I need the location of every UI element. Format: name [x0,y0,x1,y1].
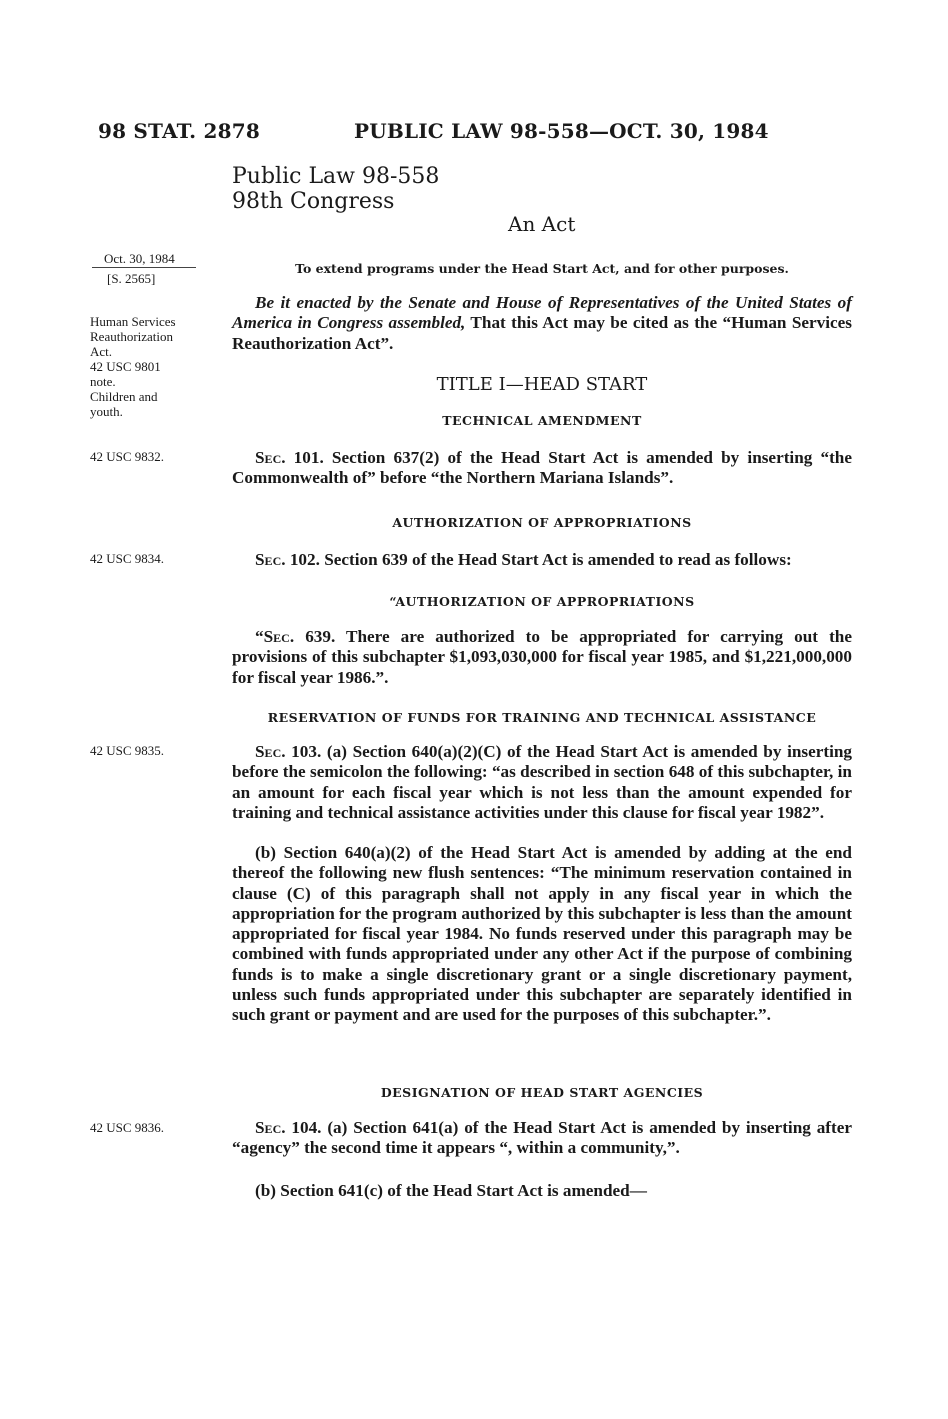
section-label: Sec. [255,742,286,761]
act-purpose: To extend programs under the Head Start Act, and for other purposes. [295,261,789,276]
section-104b: (b) Section 641(c) of the Head Start Act is amended— [255,1181,647,1200]
sidenote-line: note. [90,374,116,389]
section-label: Sec. [255,448,286,467]
running-title: PUBLIC LAW 98-558—OCT. 30, 1984 [354,119,769,143]
sidenote-line: Children and [90,389,158,404]
section-text: 104. (a) Section 641(a) of the Head Start Act is amended by inserting after “agency” the second time it appears “, within a community,”. [232,1118,852,1158]
sidenote-usc-9834: 42 USC 9834. [90,551,165,566]
sidenote-bill: [S. 2565] [107,271,156,286]
sidenote-line: youth. [90,404,123,419]
sidenote-usc-9835: 42 USC 9835. [90,743,165,758]
section-639 [232,627,852,688]
sidenote-date: Oct. 30, 1984 [104,251,175,266]
title-heading: TITLE I—HEAD START [436,374,648,395]
section-label: “Sec. [255,627,295,646]
section-text: 101. Section 637(2) of the Head Start Act is amended by inserting “the Commonwealth of” before “the Northern Mariana Islands”. [232,448,852,488]
section-heading-technical: TECHNICAL AMENDMENT [442,413,642,428]
enacting-clause-italic: Be it enacted by the Senate and House of Representatives of the United States of America in Congress assembled, [232,293,852,333]
enacting-clause-rest: That this Act may be cited as the “Human Services Reauthorization Act”. [232,313,852,353]
section-heading-authorization: AUTHORIZATION OF APPROPRIATIONS [392,515,692,530]
section-104a [232,1118,852,1159]
sidenote-usc-9832: 42 USC 9832. [90,449,165,464]
sidenote-usc-9836: 42 USC 9836. [90,1120,165,1135]
enacting-clause [232,293,852,354]
sidenote-short-title [90,314,176,419]
section-101 [232,448,852,489]
section-label: Sec. [255,1118,286,1137]
section-103b: (b) Section 640(a)(2) of the Head Start Act is amended by adding at the end thereof the following new flush sentences: “The minimum reservation contained in clause (C) of this paragraph shall not apply in any fiscal year in which the appropriation for the program authorized by this subchapter is less than the amount appropriated for fiscal year 1984. No funds reserved under this paragraph may be combined with funds appropriated under any other Act if the purpose of combining funds is to make a single discretionary grant or a single discretionary payment, unless such funds appropriated under this subchapter are separately identified in such grant or payment and are used for the purposes of this subchapter.”. [232,843,852,1025]
sidenote-rule [92,267,196,268]
sidenote-line: Act. [90,344,113,359]
sidenote-line: Reauthorization [90,329,174,344]
quoted-heading-authorization: “AUTHORIZATION OF APPROPRIATIONS [389,594,695,609]
act-label: An Act [508,212,576,236]
section-text: 102. Section 639 of the Head Start Act is amended to read as follows: [285,550,792,569]
section-text: 103. (a) Section 640(a)(2)(C) of the Head Start Act is amended by inserting before the semicolon the following: “as described in section 648 of this subchapter, in an amount for each fiscal year which is not less than the amount expended for training and technical assistance activities under this clause for fiscal year 1982”. [232,742,852,822]
section-heading-reservation: RESERVATION OF FUNDS FOR TRAINING AND TECHNICAL ASSISTANCE [267,710,817,725]
section-102 [232,550,852,570]
congress-label: 98th Congress [232,189,395,214]
stat-reference: 98 STAT. 2878 [98,119,260,143]
law-title: Public Law 98-558 [232,164,440,189]
section-heading-designation: DESIGNATION OF HEAD START AGENCIES [380,1085,704,1100]
sidenote-line: Human Services [90,314,176,329]
section-103a [232,742,852,823]
sidenote-line: 42 USC 9801 [90,359,161,374]
section-label: Sec. [255,550,286,569]
section-text: 639. There are authorized to be appropriated for carrying out the provisions of this subchapter $1,093,030,000 for fiscal year 1985, and $1,221,000,000 for fiscal year 1986.”. [232,627,852,687]
